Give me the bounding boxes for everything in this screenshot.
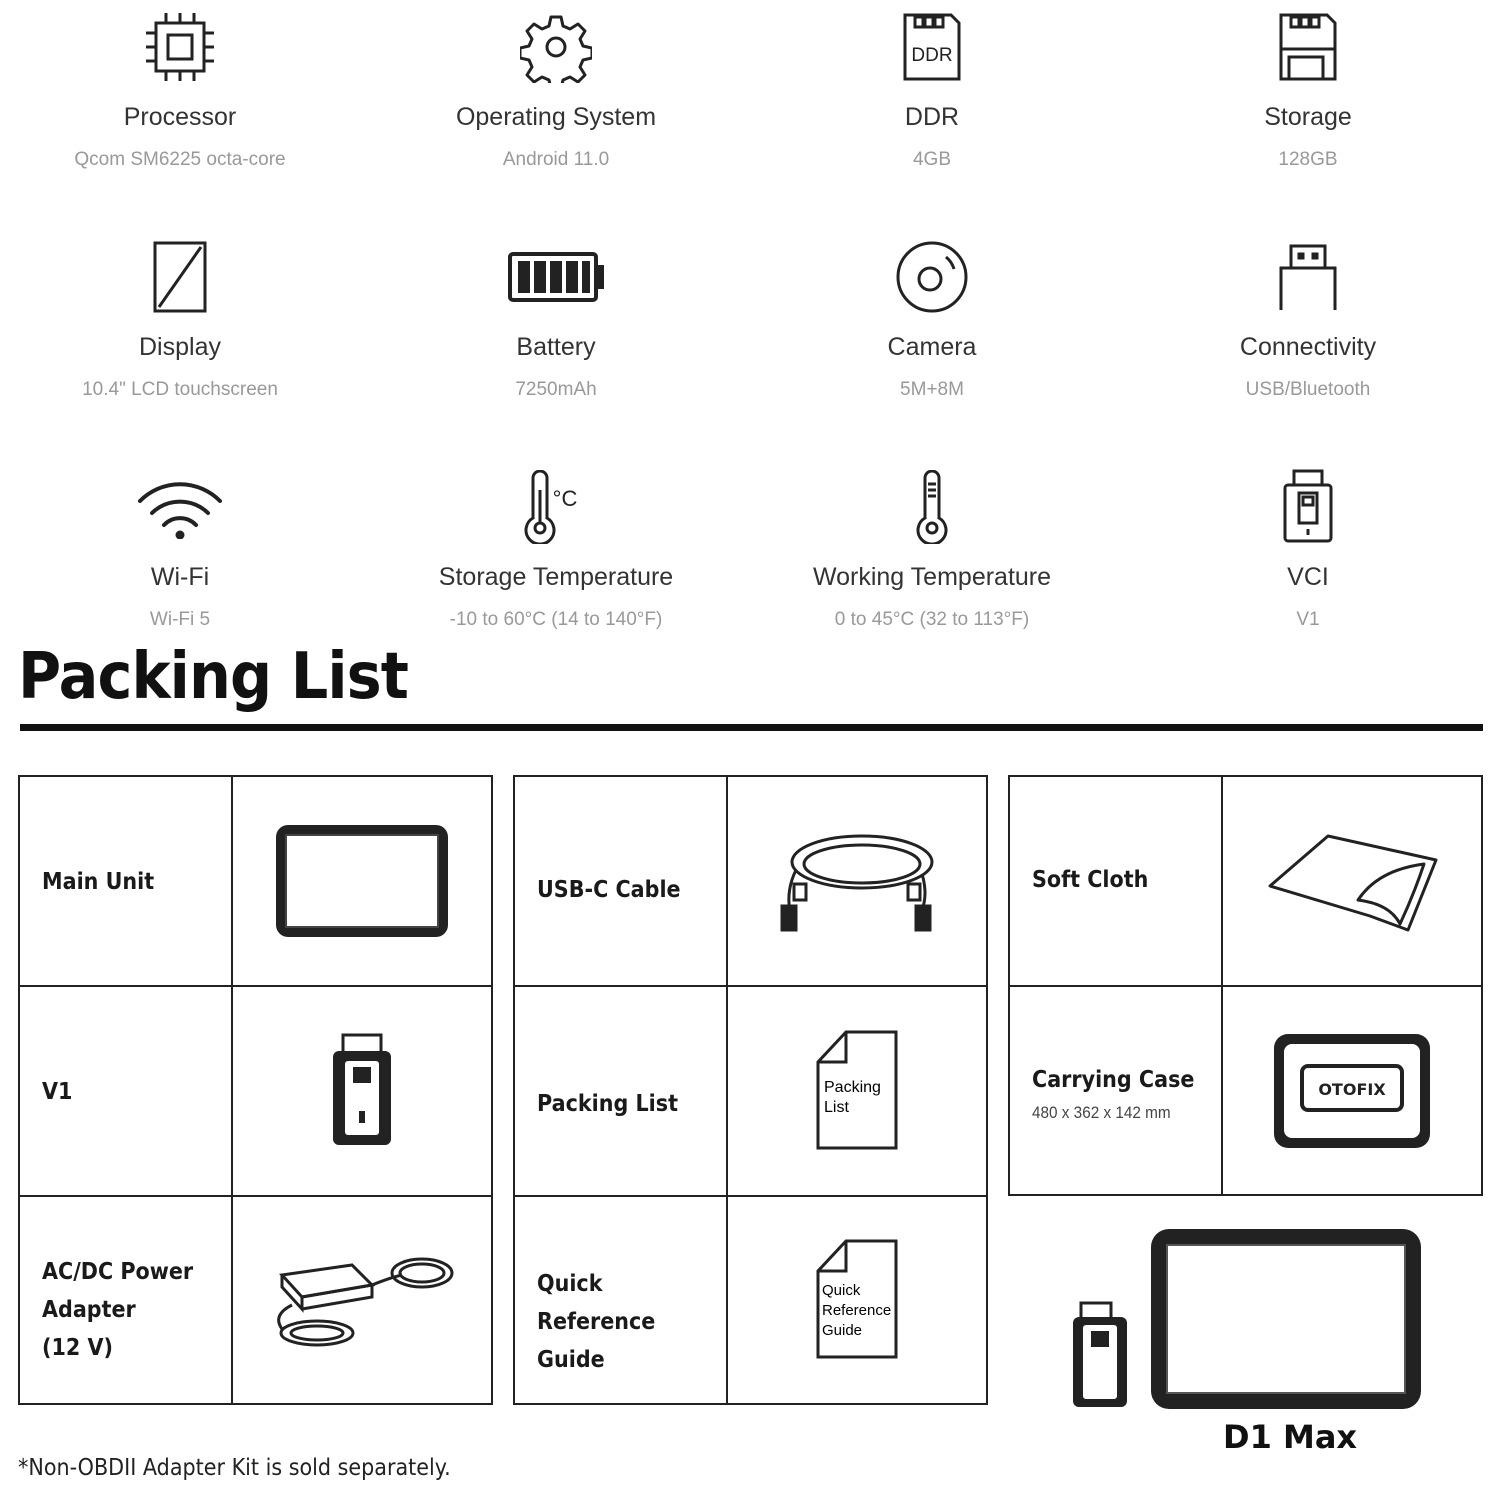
battery-icon bbox=[368, 238, 744, 316]
thermometer-celsius-icon bbox=[368, 468, 744, 546]
processor-icon bbox=[0, 8, 368, 86]
spec-wifi bbox=[0, 468, 368, 632]
wifi-icon bbox=[0, 468, 368, 546]
item-name: Carrying Case bbox=[1032, 1067, 1195, 1093]
spec-value: Android 11.0 bbox=[502, 149, 610, 170]
vci-icon bbox=[1120, 468, 1496, 546]
packing-grid-left bbox=[18, 775, 493, 1405]
packing-list-doc-image bbox=[728, 987, 986, 1195]
spec-vci bbox=[1120, 468, 1496, 632]
gear-icon bbox=[368, 8, 744, 86]
spec-label: DDR bbox=[904, 103, 960, 131]
item-name-cell bbox=[20, 1197, 233, 1403]
spec-label: Connectivity bbox=[1239, 333, 1377, 361]
spec-connectivity bbox=[1120, 238, 1496, 402]
vci-device-image bbox=[233, 987, 491, 1195]
item-name-line: Quick Reference bbox=[537, 1271, 656, 1335]
spec-operating-system bbox=[368, 8, 744, 172]
spec-value: 4GB bbox=[912, 149, 952, 170]
spec-value: USB/Bluetooth bbox=[1245, 379, 1371, 400]
spec-value: V1 bbox=[1296, 609, 1320, 630]
spec-label: Display bbox=[139, 333, 221, 361]
item-name: V1 bbox=[42, 1079, 73, 1105]
product-image bbox=[1065, 1225, 1435, 1415]
ddr-memory-icon bbox=[744, 8, 1120, 86]
doc-text: Reference bbox=[822, 1302, 892, 1319]
spec-storage bbox=[1120, 8, 1496, 172]
item-name: Main Unit bbox=[42, 869, 155, 895]
item-picture-cell bbox=[233, 1197, 491, 1403]
item-name-cell bbox=[20, 987, 233, 1197]
case-logo: OTOFIX bbox=[1318, 1079, 1386, 1099]
item-name bbox=[537, 1265, 707, 1379]
spec-value: Wi-Fi 5 bbox=[149, 609, 211, 630]
item-name-cell bbox=[20, 777, 233, 987]
footnote: *Non-OBDII Adapter Kit is sold separately. bbox=[18, 1455, 451, 1481]
storage-card-icon bbox=[1120, 8, 1496, 86]
item-picture-cell bbox=[1223, 777, 1481, 987]
item-picture-cell bbox=[233, 987, 491, 1197]
product-name: D1 Max bbox=[1223, 1418, 1358, 1456]
doc-text: Packing bbox=[824, 1079, 881, 1096]
display-icon bbox=[0, 238, 368, 316]
item-name-cell bbox=[1010, 987, 1223, 1194]
usb-cable-image bbox=[728, 777, 986, 985]
spec-ddr bbox=[744, 8, 1120, 172]
ddr-icon-text: DDR bbox=[911, 45, 953, 66]
item-picture-cell bbox=[233, 777, 491, 987]
spec-value: 7250mAh bbox=[515, 379, 597, 400]
tablet-image bbox=[1151, 1229, 1421, 1409]
spec-label: Battery bbox=[516, 333, 596, 361]
spec-value: 128GB bbox=[1278, 149, 1338, 170]
item-name bbox=[42, 1253, 193, 1367]
item-name-line: Guide bbox=[537, 1347, 605, 1373]
doc-text: Quick bbox=[822, 1282, 861, 1299]
spec-storage-temperature bbox=[368, 468, 744, 632]
spec-label: Working Temperature bbox=[812, 563, 1052, 591]
doc-text: Guide bbox=[822, 1322, 863, 1339]
spec-label: VCI bbox=[1287, 563, 1329, 591]
camera-icon bbox=[744, 238, 1120, 316]
spec-value: -10 to 60°C (14 to 140°F) bbox=[449, 609, 663, 630]
usb-connector-icon bbox=[1120, 238, 1496, 316]
celsius-text: °C bbox=[552, 486, 578, 511]
soft-cloth-image bbox=[1223, 777, 1481, 985]
item-name: Packing List bbox=[537, 1091, 678, 1117]
title-divider bbox=[20, 724, 1483, 731]
item-name-line: Adapter bbox=[42, 1297, 136, 1323]
spec-label: Camera bbox=[887, 333, 977, 361]
item-picture-cell bbox=[1223, 987, 1481, 1194]
spec-label: Processor bbox=[123, 103, 237, 131]
spec-label: Storage Temperature bbox=[438, 563, 674, 591]
doc-text: List bbox=[824, 1099, 849, 1116]
quick-guide-doc-image bbox=[728, 1197, 986, 1403]
spec-label: Operating System bbox=[455, 103, 657, 131]
item-name: USB-C Cable bbox=[537, 877, 681, 903]
spec-value: 5M+8M bbox=[900, 379, 964, 400]
spec-camera bbox=[744, 238, 1120, 402]
spec-label: Storage bbox=[1264, 103, 1352, 131]
packing-grid-right bbox=[1008, 775, 1483, 1196]
item-picture-cell bbox=[728, 777, 986, 987]
item-name-line: (12 V) bbox=[42, 1335, 113, 1361]
item-name-cell bbox=[515, 1197, 728, 1403]
power-adapter-image bbox=[233, 1197, 491, 1403]
packing-list-title: Packing List bbox=[18, 640, 408, 714]
spec-working-temperature bbox=[744, 468, 1120, 632]
item-name: Soft Cloth bbox=[1032, 867, 1149, 893]
spec-value: 10.4" LCD touchscreen bbox=[82, 379, 278, 400]
item-size: 480 x 362 x 142 mm bbox=[1032, 1103, 1171, 1122]
item-name-cell bbox=[1010, 777, 1223, 987]
carrying-case-image bbox=[1223, 987, 1481, 1194]
item-picture-cell bbox=[728, 987, 986, 1197]
spec-processor bbox=[0, 8, 368, 172]
item-picture-cell bbox=[728, 1197, 986, 1403]
spec-value: Qcom SM6225 octa-core bbox=[74, 149, 286, 170]
spec-value: 0 to 45°C (32 to 113°F) bbox=[834, 609, 1030, 630]
spec-battery bbox=[368, 238, 744, 402]
tablet-image bbox=[233, 777, 491, 985]
packing-grid-middle bbox=[513, 775, 988, 1405]
spec-display bbox=[0, 238, 368, 402]
spec-label: Wi-Fi bbox=[150, 563, 210, 591]
thermometer-icon bbox=[744, 468, 1120, 546]
item-name-line: AC/DC Power bbox=[42, 1259, 194, 1285]
item-name-cell bbox=[515, 987, 728, 1197]
item-name-cell bbox=[515, 777, 728, 987]
vci-device-image bbox=[1073, 1303, 1127, 1407]
